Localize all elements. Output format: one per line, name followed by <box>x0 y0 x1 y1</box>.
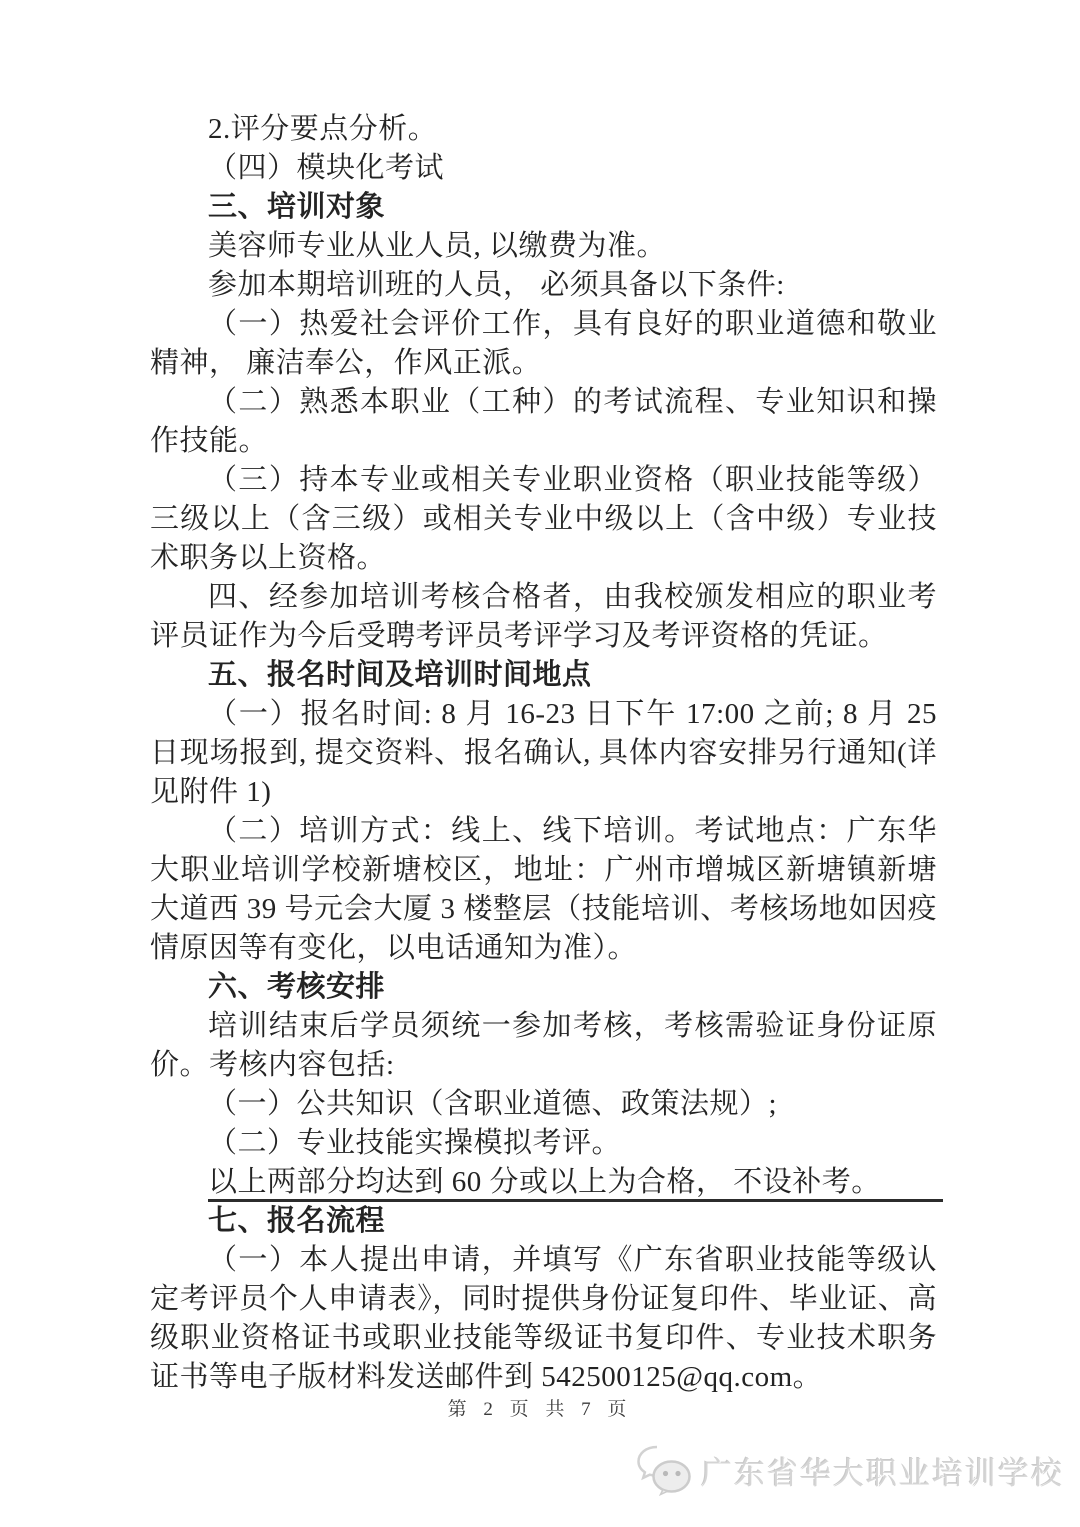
underlined-statement: 以上两部分均达到 60 分或以上为合格， 不设补考。 <box>150 1163 937 1202</box>
paragraph: 美容师专业从业人员, 以缴费为准。 <box>208 230 667 262</box>
paragraph: （一）公共知识（含职业道德、政策法规）; <box>208 1088 778 1120</box>
paragraph: 2.评分要点分析。 <box>208 113 438 145</box>
page-number: 第 2 页 共 7 页 <box>447 1399 633 1420</box>
section-heading-registration-process: 七、报名流程 <box>208 1205 386 1237</box>
paragraph: （一）热爱社会评价工作，具有良好的职业道德和敬业精神， 廉洁奉公，作风正派。 <box>150 308 937 379</box>
watermark-text: 广东省华大职业培训学校 <box>701 1455 1064 1491</box>
paragraph: （一）报名时间: 8 月 16-23 日下午 17:00 之前; 8 月 25 日现场报到, 提交资料、报名确认, 具体内容安排另行通知(详见附件 1) <box>150 698 937 808</box>
watermark <box>635 1444 1064 1496</box>
paragraph: （三）持本专业或相关专业职业资格（职业技能等级）三级以上（含三级）或相关专业中级以上（含中级）专业技术职务以上资格。 <box>150 464 937 574</box>
paragraph: （一）本人提出申请，并填写《广东省职业技能等级认定考评员个人申请表》，同时提供身份证复印件、毕业证、高级职业资格证书或职业技能等级证书复印件、专业技术职务证书等电子版材料发送邮件到 542500125@qq.com。 <box>150 1244 937 1393</box>
paragraph: 参加本期培训班的人员， 必须具备以下条件: <box>208 269 785 301</box>
paragraph: 培训结束后学员须统一参加考核，考核需验证身份证原价。考核内容包括: <box>150 1010 937 1081</box>
paragraph: （二）专业技能实操模拟考评。 <box>208 1127 622 1159</box>
wechat-icon <box>635 1444 693 1496</box>
section-heading-assessment-arrangement: 六、考核安排 <box>208 971 386 1003</box>
paragraph: 四、经参加培训考核合格者，由我校颁发相应的职业考评员证作为今后受聘考评员考评学习及考评资格的凭证。 <box>150 581 937 652</box>
paragraph: （二）培训方式：线上、线下培训。考试地点：广东华大职业培训学校新塘校区，地址：广州市增城区新塘镇新塘大道西 39 号元会大厦 3 楼整层（技能培训、考核场地如因疫情原因等有变化，以电话通知为准）。 <box>150 815 937 964</box>
section-heading-training-targets: 三、培训对象 <box>208 191 386 223</box>
paragraph: （四）模块化考试 <box>208 152 445 184</box>
paragraph: （二）熟悉本职业（工种）的考试流程、专业知识和操作技能。 <box>150 386 937 457</box>
document-body <box>150 110 937 1397</box>
section-heading-registration-time: 五、报名时间及培训时间地点 <box>208 659 592 691</box>
